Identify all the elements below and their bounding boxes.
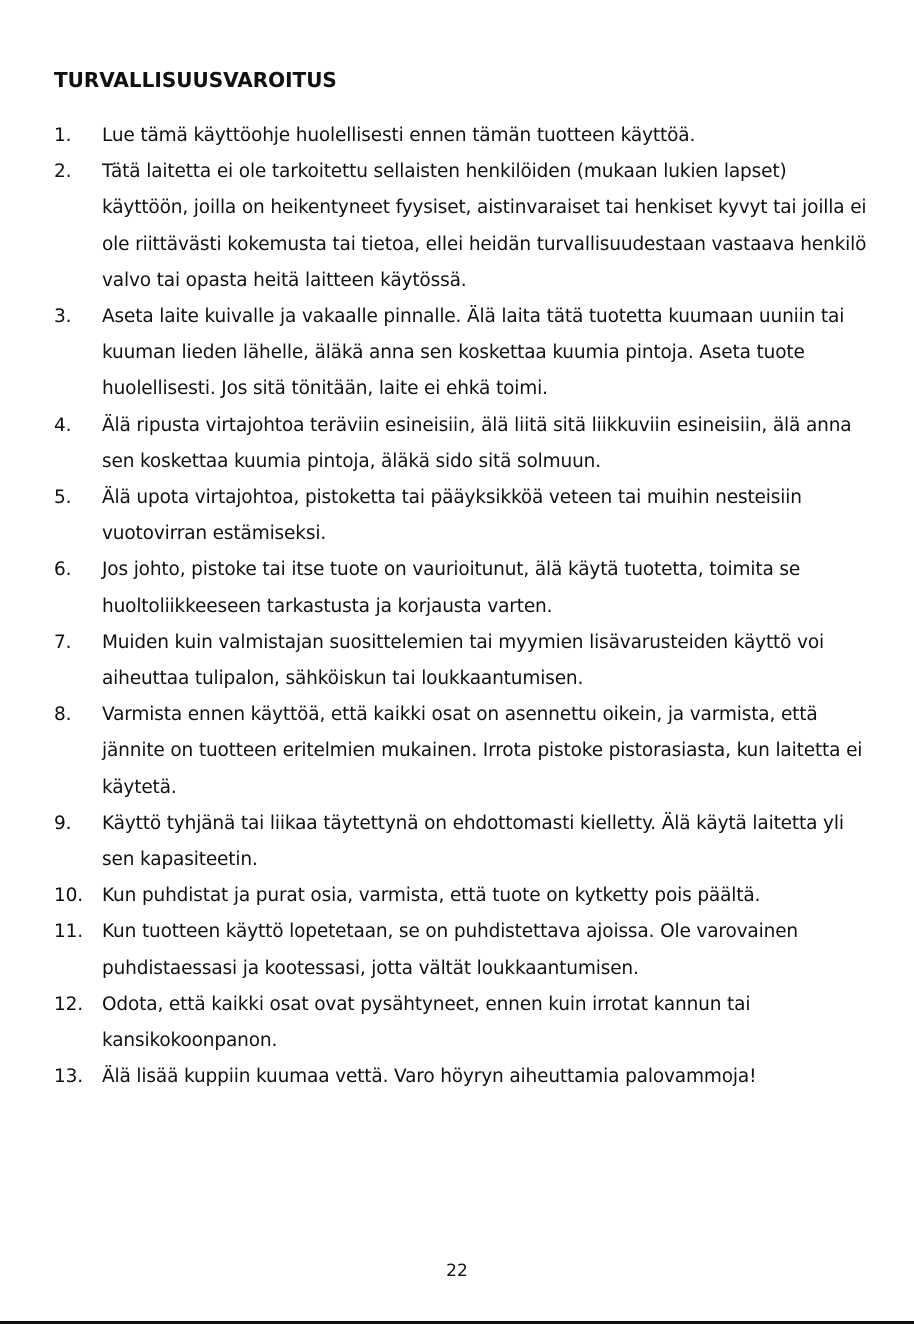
item-text: Tätä laitetta ei ole tarkoitettu sellaisten henkilöiden (mukaan lukien lapset) käyttöön, joilla on heikentyneet fyysiset, aistinvaraiset tai henkiset kyvyt tai joilla ei ole riittävästi kokemusta tai tietoa, ellei heidän turvallisuudestaan vastaava henkilö valvo tai opasta heitä laitteen käytössä. [102,161,867,291]
item-text: Käyttö tyhjänä tai liikaa täytettynä on ehdottomasti kielletty. Älä käytä laitetta yli sen kapasiteetin. [102,812,844,871]
item-text: Älä lisää kuppiin kuumaa vettä. Varo höyryn aiheuttamia palovammoja! [102,1066,757,1088]
item-number: 10. [54,885,83,907]
item-text: Jos johto, pistoke tai itse tuote on vaurioitunut, älä käytä tuotetta, toimita se huoltoliikkeeseen tarkastusta ja korjausta varten. [102,559,801,617]
list-item [54,408,874,480]
safety-warning-list [54,118,874,1095]
item-text: Älä upota virtajohtoa, pistoketta tai pääyksikköä veteen tai muihin nesteisiin vuotovirran estämiseksi. [102,487,802,545]
list-item [54,118,874,154]
item-number: 5. [54,487,72,509]
item-number: 7. [54,631,72,653]
item-number: 11. [54,921,83,943]
list-item [54,299,874,408]
item-text: Varmista ennen käyttöä, että kaikki osat on asennettu oikein, ja varmista, että jännite on tuotteen eritelmien mukainen. Irrota pistoke pistorasiasta, kun laitetta ei käytetä. [102,704,863,798]
item-text: Aseta laite kuivalle ja vakaalle pinnalle. Älä laita tätä tuotetta kuumaan uuniin tai kuuman lieden lähelle, äläkä anna sen koskettaa kuumia pintoja. Aseta tuote huolellisesti. Jos sitä tönitään, laite ei ehkä toimi. [102,306,845,400]
item-number: 6. [54,559,72,581]
item-text: Muiden kuin valmistajan suosittelemien tai myymien lisävarusteiden käyttö voi aiheuttaa tulipalon, sähköiskun tai loukkaantumisen. [102,631,825,690]
item-number: 3. [54,306,72,328]
list-item [54,480,874,552]
item-number: 9. [54,812,72,834]
list-item [54,552,874,624]
item-number: 1. [54,125,72,146]
page-title: TURVALLISUUSVAROITUS [54,68,337,92]
item-text: Älä ripusta virtajohtoa teräviin esineisiin, älä liitä sitä liikkuviin esineisiin, älä anna sen koskettaa kuumia pintoja, äläkä sido sitä solmuun. [102,414,852,472]
list-item [54,625,874,697]
item-text: Lue tämä käyttöohje huolellisesti ennen tämän tuotteen käyttöä. [102,125,696,146]
item-text: Kun puhdistat ja purat osia, varmista, että tuote on kytketty pois päältä. [102,885,761,907]
item-number: 12. [54,993,83,1015]
item-number: 4. [54,414,72,436]
item-number: 8. [54,704,72,726]
list-item [54,154,874,299]
item-number: 2. [54,161,72,183]
list-item [54,987,874,1059]
list-item [54,1059,874,1095]
page-number: 22 [446,1261,468,1281]
list-item [54,697,874,806]
list-item [54,878,874,914]
list-item [54,806,874,878]
item-text: Kun tuotteen käyttö lopetetaan, se on puhdistettava ajoissa. Ole varovainen puhdistaessasi ja kootessasi, jotta vältät loukkaantumisen. [102,921,798,979]
list-item [54,914,874,986]
item-number: 13. [54,1066,83,1088]
item-text: Odota, että kaikki osat ovat pysähtyneet, ennen kuin irrotat kannun tai kansikokoonpanon. [102,993,751,1052]
